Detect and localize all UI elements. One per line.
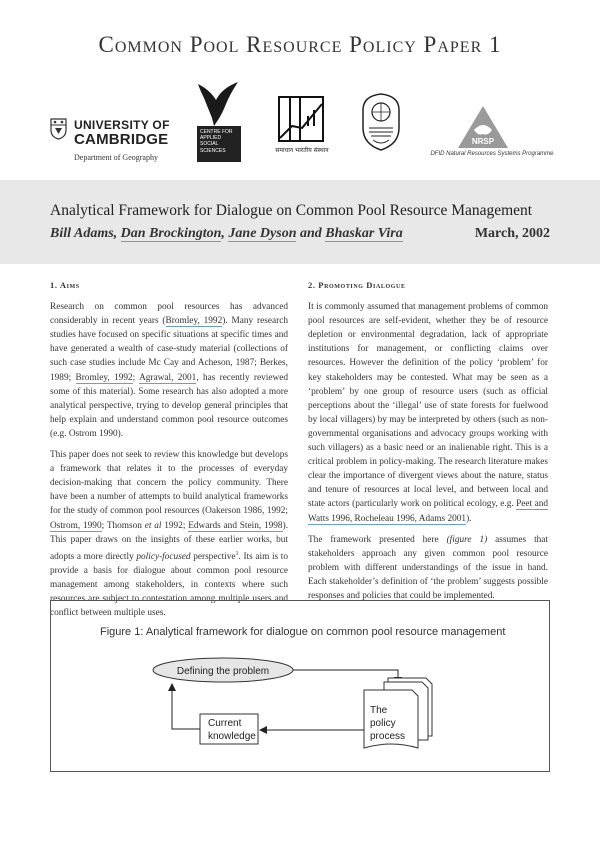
- text: perspective: [190, 551, 236, 562]
- text: policy-focused: [136, 551, 191, 562]
- publication-date: March, 2002: [474, 226, 550, 241]
- text: The framework presented here: [308, 534, 447, 545]
- cass-line: SCIENCES: [200, 147, 226, 154]
- citation-link[interactable]: Bromley, 1992: [165, 316, 223, 327]
- text: 1992;: [161, 520, 189, 531]
- author-separator: ,: [113, 226, 121, 241]
- cambridge-line1: UNIVERSITY OF: [74, 118, 170, 132]
- cass-line: APPLIED: [200, 135, 222, 142]
- author-link[interactable]: Jane Dyson: [228, 226, 297, 241]
- dialogue-paragraph-2: [308, 533, 548, 603]
- title-band: [0, 180, 600, 264]
- text: ).: [466, 513, 472, 524]
- text: assumes that stakeholders approach any given common pool resource problem with different understandings of the issue in hand. Each stakeholder’s definition of ‘the problem’ suggests possible responses and policies that could be implemented.: [308, 534, 549, 601]
- text: ; Thomson: [101, 520, 145, 531]
- figure-1-diagram: [50, 600, 550, 772]
- column-right: [308, 278, 548, 610]
- institute-logo-caption: समाधान भारतीय संस्थान: [275, 147, 329, 154]
- text: , has recently reviewed some of this material). Some research has also adopted a more analytical perspective, trying to develop general principles that help explain and understand common pool resource outcomes (e.g. Ostrom 1990).: [50, 372, 288, 439]
- paper-title: Analytical Framework for Dialogue on Common Pool Resource Management: [50, 202, 533, 219]
- citation-link[interactable]: Edwards and Stein, 1998: [188, 520, 283, 531]
- defining-problem-label: Defining the problem: [176, 666, 270, 677]
- nrsp-logo-icon: [456, 104, 510, 154]
- policy-label-line1: The: [370, 705, 388, 716]
- text: ;: [132, 372, 140, 383]
- author-link[interactable]: Bhaskar Vira: [325, 226, 403, 241]
- nrsp-caption: DFID Natural Resources Systems Programme: [430, 151, 554, 157]
- text: et al: [144, 520, 162, 531]
- policy-label-line2: policy: [370, 718, 396, 729]
- cass-logo: [197, 126, 241, 162]
- author-separator: and: [296, 226, 326, 241]
- text: It is commonly assumed that management problems of common pool resources are self-evident, whether they be of resource depletion or environmental degradation, lack of appropriate institutions for management, or conflicting claims over resources. However the definition of the policy ‘problem’ for key stakeholders may be contested. What may be seen as a ‘problem’ by one group of resource users (such as official perceptions about the ‘illegal’ use of state forests for fuelwood by local villagers) by may be interpreted by others (such as non-governmental organisations and advocacy groups working with such villagers) as a basic need or an inalienable right. This is a critical problem in policy-making. The research literature makes clear the importance of divergent views about the nature, status and tenure of resources at local level, and between local and state actors (particularly work on political ecology, e.g.: [308, 302, 548, 510]
- author-link: Bill Adams: [50, 226, 114, 241]
- cass-line: CENTRE FOR: [200, 129, 233, 135]
- knowledge-label-line2: knowledge: [208, 731, 256, 742]
- footnote-marker[interactable]: 1: [235, 550, 239, 557]
- authors: [50, 226, 403, 242]
- dialogue-paragraph-1: [308, 300, 548, 526]
- cass-line: SOCIAL: [200, 141, 219, 148]
- citation-link[interactable]: Ostrom, 1990: [50, 520, 102, 531]
- policy-label-line3: process: [370, 731, 406, 742]
- university-of-cambridge-logo: [50, 118, 190, 166]
- author-separator: ,: [221, 226, 229, 241]
- aims-paragraph-2: [50, 448, 288, 620]
- citation-link[interactable]: Peet and Watts 1996, Rocheleau 1996, Adams 2001: [308, 499, 548, 524]
- section-heading-promoting-dialogue: 2. Promoting Dialogue: [308, 280, 406, 290]
- cambridge-line2: CAMBRIDGE: [74, 131, 169, 148]
- arrow-knowledge-to-problem: [172, 684, 200, 729]
- text: . Its aim is to provide a basis for dialogue about common pool resource management among stakeholders, in contexts where such resources are subject to contestation among multiple users and conflict between multiple uses.: [50, 551, 288, 619]
- text: This paper does not seek to review this knowledge but develops a framework that relates it to the processes of everyday decision-making that concern the policy community. There have been a number of attempts to build analytical frameworks for the study of common pool resources (Oakerson 1986, 1992;: [50, 450, 288, 517]
- institute-box-logo-icon: [278, 96, 324, 142]
- author-link[interactable]: Dan Brockington: [120, 226, 222, 241]
- arrow-problem-to-policy: [293, 670, 398, 684]
- series-title: Common Pool Resource Policy Paper 1: [98, 32, 502, 57]
- column-left: [50, 278, 288, 627]
- nrsp-label: NRSP: [471, 137, 495, 146]
- text: ). Many research studies have focused on specific situations at specific times and have generated a wealth of case-study material (collections of such case studies include Mc Cay and Acheson, 1987; Berkes, 1989;: [50, 316, 288, 383]
- cambridge-department: Department of Geography: [74, 153, 158, 162]
- knowledge-label-line1: Current: [208, 718, 242, 729]
- university-seal-icon: [359, 92, 403, 152]
- figure-1-caption: Figure 1: Analytical framework for dialogue on common pool resource management: [100, 626, 506, 638]
- cambridge-shield-icon: [50, 118, 67, 140]
- text: Research on common pool resources has advanced considerably in recent years (: [50, 302, 288, 327]
- section-heading-aims: 1. Aims: [50, 280, 80, 290]
- citation-link[interactable]: Bromley, 1992: [75, 372, 133, 383]
- citation-link[interactable]: Agrawal, 2001: [139, 372, 197, 383]
- aims-paragraph-1: [50, 300, 288, 441]
- cass-bird-icon: [192, 80, 244, 128]
- text: ). This paper draws on the insights of these earlier works, but adopts a more directly: [50, 520, 289, 562]
- figure-reference: (figure 1): [446, 534, 488, 545]
